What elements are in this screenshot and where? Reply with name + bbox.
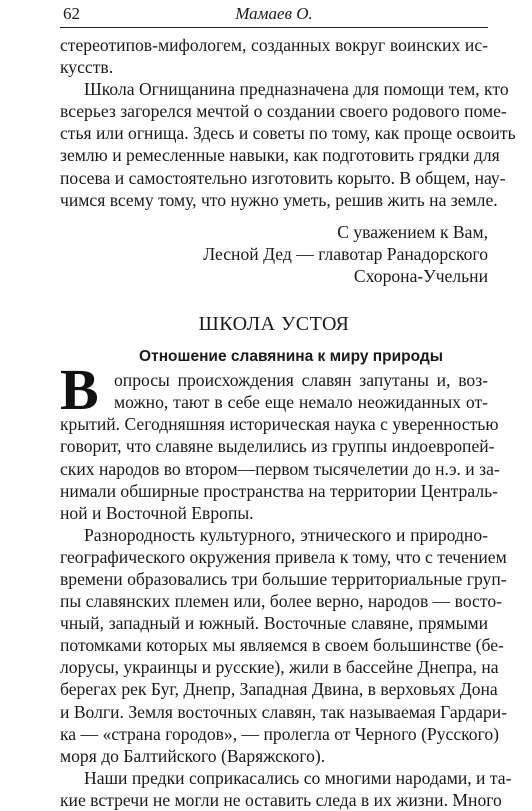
text-line: пы славянских племен или, более верно, народов — восто- — [60, 591, 502, 612]
text-line: всерьез загорелся мечтой о создании своего родового поме- — [60, 101, 507, 122]
section-paragraph-2 — [60, 524, 508, 767]
page-number: 62 — [63, 4, 80, 23]
intro-paragraph-1 — [60, 34, 488, 78]
text-line: опросы происхождения славян запутаны и, воз- — [114, 370, 488, 391]
signature-line: Схорона-Учельни — [353, 265, 488, 286]
svg-text:В: В — [60, 365, 99, 416]
signature-line: С уважением к Вам, — [337, 221, 488, 242]
text-line: географического окружения привела к тому, что с течением — [60, 546, 507, 567]
header-rule — [60, 27, 488, 28]
text-line: лорусы, украинцы и русские), жили в бассейне Днепра, на — [60, 657, 499, 678]
text-line: моря до Балтийского (Варяжского). — [60, 745, 326, 766]
page-body — [60, 34, 516, 811]
running-head-author: Мамаев О. — [235, 4, 313, 23]
text-line: ских народов во втором—первом тысячелетии до н.э. и за- — [60, 458, 500, 479]
text-line: Школа Огнищанина предназначена для помощи тем, кто — [84, 79, 509, 100]
page-header — [60, 2, 488, 26]
signature-block — [60, 221, 488, 287]
section-paragraph-3 — [60, 767, 512, 811]
text-line: Наши предки соприкасались со многими народами, и та- — [84, 767, 512, 788]
text-line: потомками которых мы являемся в своем большинстве (бе- — [60, 635, 504, 656]
text-line: крытий. Сегодняшняя историческая наука с уверенностью — [60, 414, 499, 435]
text-line: чимся всему тому, что нужно уметь, решив жить на земле. — [60, 189, 498, 210]
section-paragraph-1 — [60, 365, 500, 524]
text-line: ка — «страна городов», — пролегла от Черного (Русского) — [60, 723, 500, 744]
text-line: чный, западный и южный. Восточные славяне, прямыми — [60, 613, 488, 634]
intro-paragraph-2 — [60, 78, 516, 211]
signature-line: Лесной Дед — главотар Ранадорского — [203, 243, 488, 264]
text-line: берегах рек Буг, Днепр, Западная Двина, в верховьях Дона — [60, 679, 498, 700]
text-line: говорит, что славяне выделились из группы индоевропей- — [60, 436, 495, 457]
text-line: и Волги. Земля восточных славян, так называемая Гардари- — [60, 701, 508, 722]
text-line: землю и ремесленные навыки, как подготовить грядки для — [60, 145, 500, 166]
text-line: кие встречи не могли не оставить следа в их жизни. Много — [60, 789, 502, 810]
text-line: нимали обширные пространства на территории Централь- — [60, 480, 498, 501]
subsection-heading: Отношение славянина к миру природы — [139, 348, 443, 366]
text-line: стереотипов-мифологем, созданных вокруг воинских ис- — [60, 35, 488, 55]
drop-cap-letter — [60, 365, 106, 415]
text-line: можно, тают в себе еще немало неожиданных от- — [114, 392, 488, 413]
text-line: посева и самостоятельно изготовить корыто. В общем, нау- — [60, 167, 506, 188]
section-title: ШКОЛА УСТОЯ — [198, 313, 350, 336]
text-line: Разнородность культурного, этнического и природно- — [84, 524, 488, 545]
text-line: кусств. — [60, 57, 114, 78]
text-line: ной и Восточной Европы. — [60, 502, 254, 523]
text-line: стья или огнища. Здесь и советы по тому, как проще освоить — [60, 123, 516, 144]
text-line: времени образовались три большие территориальные груп- — [60, 568, 507, 589]
